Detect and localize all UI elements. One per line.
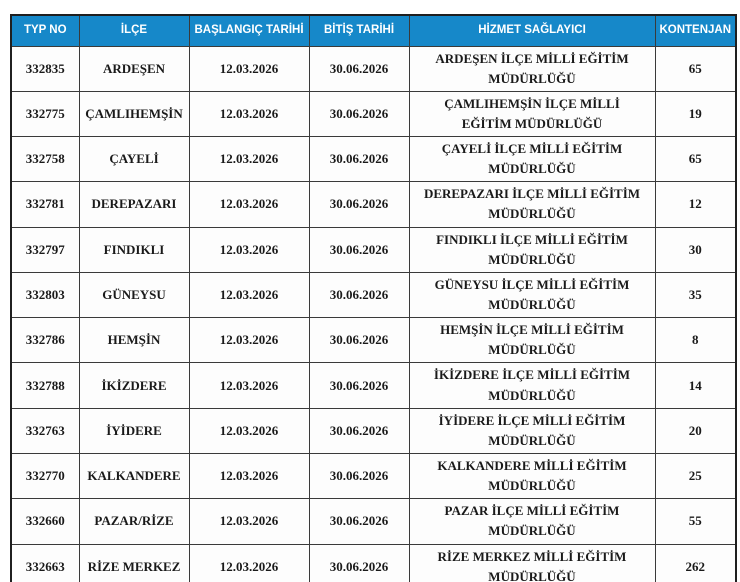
cell-saglayici: İKİZDERE İLÇE MİLLİ EĞİTİM MÜDÜRLÜĞÜ <box>409 363 655 408</box>
cell-bitis: 30.06.2026 <box>309 499 409 544</box>
cell-kontenjan: 19 <box>655 91 736 136</box>
cell-ilce: PAZAR/RİZE <box>79 499 189 544</box>
cell-baslangic: 12.03.2026 <box>189 91 309 136</box>
col-header-typ-no: TYP NO <box>11 15 79 46</box>
cell-bitis: 30.06.2026 <box>309 363 409 408</box>
cell-typ-no: 332788 <box>11 363 79 408</box>
cell-baslangic: 12.03.2026 <box>189 499 309 544</box>
cell-kontenjan: 8 <box>655 318 736 363</box>
cell-saglayici: PAZAR İLÇE MİLLİ EĞİTİM MÜDÜRLÜĞÜ <box>409 499 655 544</box>
cell-ilce: KALKANDERE <box>79 454 189 499</box>
cell-ilce: DEREPAZARI <box>79 182 189 227</box>
cell-baslangic: 12.03.2026 <box>189 46 309 91</box>
table-row <box>11 46 736 91</box>
table-row <box>11 182 736 227</box>
cell-bitis: 30.06.2026 <box>309 408 409 453</box>
cell-typ-no: 332781 <box>11 182 79 227</box>
cell-kontenjan: 35 <box>655 272 736 317</box>
cell-kontenjan: 25 <box>655 454 736 499</box>
cell-saglayici: ARDEŞEN İLÇE MİLLİ EĞİTİM MÜDÜRLÜĞÜ <box>409 46 655 91</box>
cell-typ-no: 332763 <box>11 408 79 453</box>
table-row <box>11 318 736 363</box>
cell-saglayici: ÇAMLIHEMŞİN İLÇE MİLLİ EĞİTİM MÜDÜRLÜĞÜ <box>409 91 655 136</box>
cell-kontenjan: 65 <box>655 137 736 182</box>
cell-saglayici: GÜNEYSU İLÇE MİLLİ EĞİTİM MÜDÜRLÜĞÜ <box>409 272 655 317</box>
cell-typ-no: 332803 <box>11 272 79 317</box>
cell-bitis: 30.06.2026 <box>309 454 409 499</box>
cell-ilce: ARDEŞEN <box>79 46 189 91</box>
cell-saglayici: FINDIKLI İLÇE MİLLİ EĞİTİM MÜDÜRLÜĞÜ <box>409 227 655 272</box>
cell-saglayici: RİZE MERKEZ MİLLİ EĞİTİM MÜDÜRLÜĞÜ <box>409 544 655 582</box>
cell-typ-no: 332835 <box>11 46 79 91</box>
cell-bitis: 30.06.2026 <box>309 318 409 363</box>
cell-baslangic: 12.03.2026 <box>189 272 309 317</box>
table-row <box>11 91 736 136</box>
table-row <box>11 544 736 582</box>
table-row <box>11 408 736 453</box>
col-header-baslangic: BAŞLANGIÇ TARİHİ <box>189 15 309 46</box>
cell-baslangic: 12.03.2026 <box>189 182 309 227</box>
cell-bitis: 30.06.2026 <box>309 46 409 91</box>
cell-typ-no: 332786 <box>11 318 79 363</box>
cell-saglayici: KALKANDERE MİLLİ EĞİTİM MÜDÜRLÜĞÜ <box>409 454 655 499</box>
cell-kontenjan: 14 <box>655 363 736 408</box>
cell-bitis: 30.06.2026 <box>309 91 409 136</box>
cell-ilce: İKİZDERE <box>79 363 189 408</box>
table-row <box>11 363 736 408</box>
table-row <box>11 137 736 182</box>
cell-bitis: 30.06.2026 <box>309 544 409 582</box>
cell-ilce: HEMŞİN <box>79 318 189 363</box>
cell-kontenjan: 30 <box>655 227 736 272</box>
cell-bitis: 30.06.2026 <box>309 227 409 272</box>
cell-kontenjan: 262 <box>655 544 736 582</box>
table-body <box>11 46 736 582</box>
cell-kontenjan: 65 <box>655 46 736 91</box>
cell-ilce: RİZE MERKEZ <box>79 544 189 582</box>
cell-ilce: FINDIKLI <box>79 227 189 272</box>
table-row <box>11 499 736 544</box>
cell-baslangic: 12.03.2026 <box>189 408 309 453</box>
cell-bitis: 30.06.2026 <box>309 137 409 182</box>
cell-kontenjan: 12 <box>655 182 736 227</box>
cell-ilce: İYİDERE <box>79 408 189 453</box>
col-header-saglayici: HİZMET SAĞLAYICI <box>409 15 655 46</box>
cell-bitis: 30.06.2026 <box>309 182 409 227</box>
table-header <box>11 15 736 46</box>
cell-bitis: 30.06.2026 <box>309 272 409 317</box>
cell-typ-no: 332660 <box>11 499 79 544</box>
col-header-ilce: İLÇE <box>79 15 189 46</box>
cell-typ-no: 332770 <box>11 454 79 499</box>
cell-ilce: ÇAYELİ <box>79 137 189 182</box>
cell-saglayici: HEMŞİN İLÇE MİLLİ EĞİTİM MÜDÜRLÜĞÜ <box>409 318 655 363</box>
typ-program-table <box>10 14 737 582</box>
table-row <box>11 227 736 272</box>
cell-saglayici: DEREPAZARI İLÇE MİLLİ EĞİTİM MÜDÜRLÜĞÜ <box>409 182 655 227</box>
cell-kontenjan: 20 <box>655 408 736 453</box>
table-row <box>11 454 736 499</box>
cell-saglayici: İYİDERE İLÇE MİLLİ EĞİTİM MÜDÜRLÜĞÜ <box>409 408 655 453</box>
cell-typ-no: 332663 <box>11 544 79 582</box>
cell-baslangic: 12.03.2026 <box>189 544 309 582</box>
cell-kontenjan: 55 <box>655 499 736 544</box>
table-row <box>11 272 736 317</box>
col-header-bitis: BİTİŞ TARİHİ <box>309 15 409 46</box>
cell-saglayici: ÇAYELİ İLÇE MİLLİ EĞİTİM MÜDÜRLÜĞÜ <box>409 137 655 182</box>
cell-typ-no: 332775 <box>11 91 79 136</box>
cell-ilce: GÜNEYSU <box>79 272 189 317</box>
header-row <box>11 15 736 46</box>
cell-baslangic: 12.03.2026 <box>189 363 309 408</box>
col-header-kontenjan: KONTENJAN <box>655 15 736 46</box>
cell-typ-no: 332797 <box>11 227 79 272</box>
cell-ilce: ÇAMLIHEMŞİN <box>79 91 189 136</box>
cell-baslangic: 12.03.2026 <box>189 318 309 363</box>
cell-baslangic: 12.03.2026 <box>189 454 309 499</box>
cell-baslangic: 12.03.2026 <box>189 137 309 182</box>
cell-typ-no: 332758 <box>11 137 79 182</box>
cell-baslangic: 12.03.2026 <box>189 227 309 272</box>
